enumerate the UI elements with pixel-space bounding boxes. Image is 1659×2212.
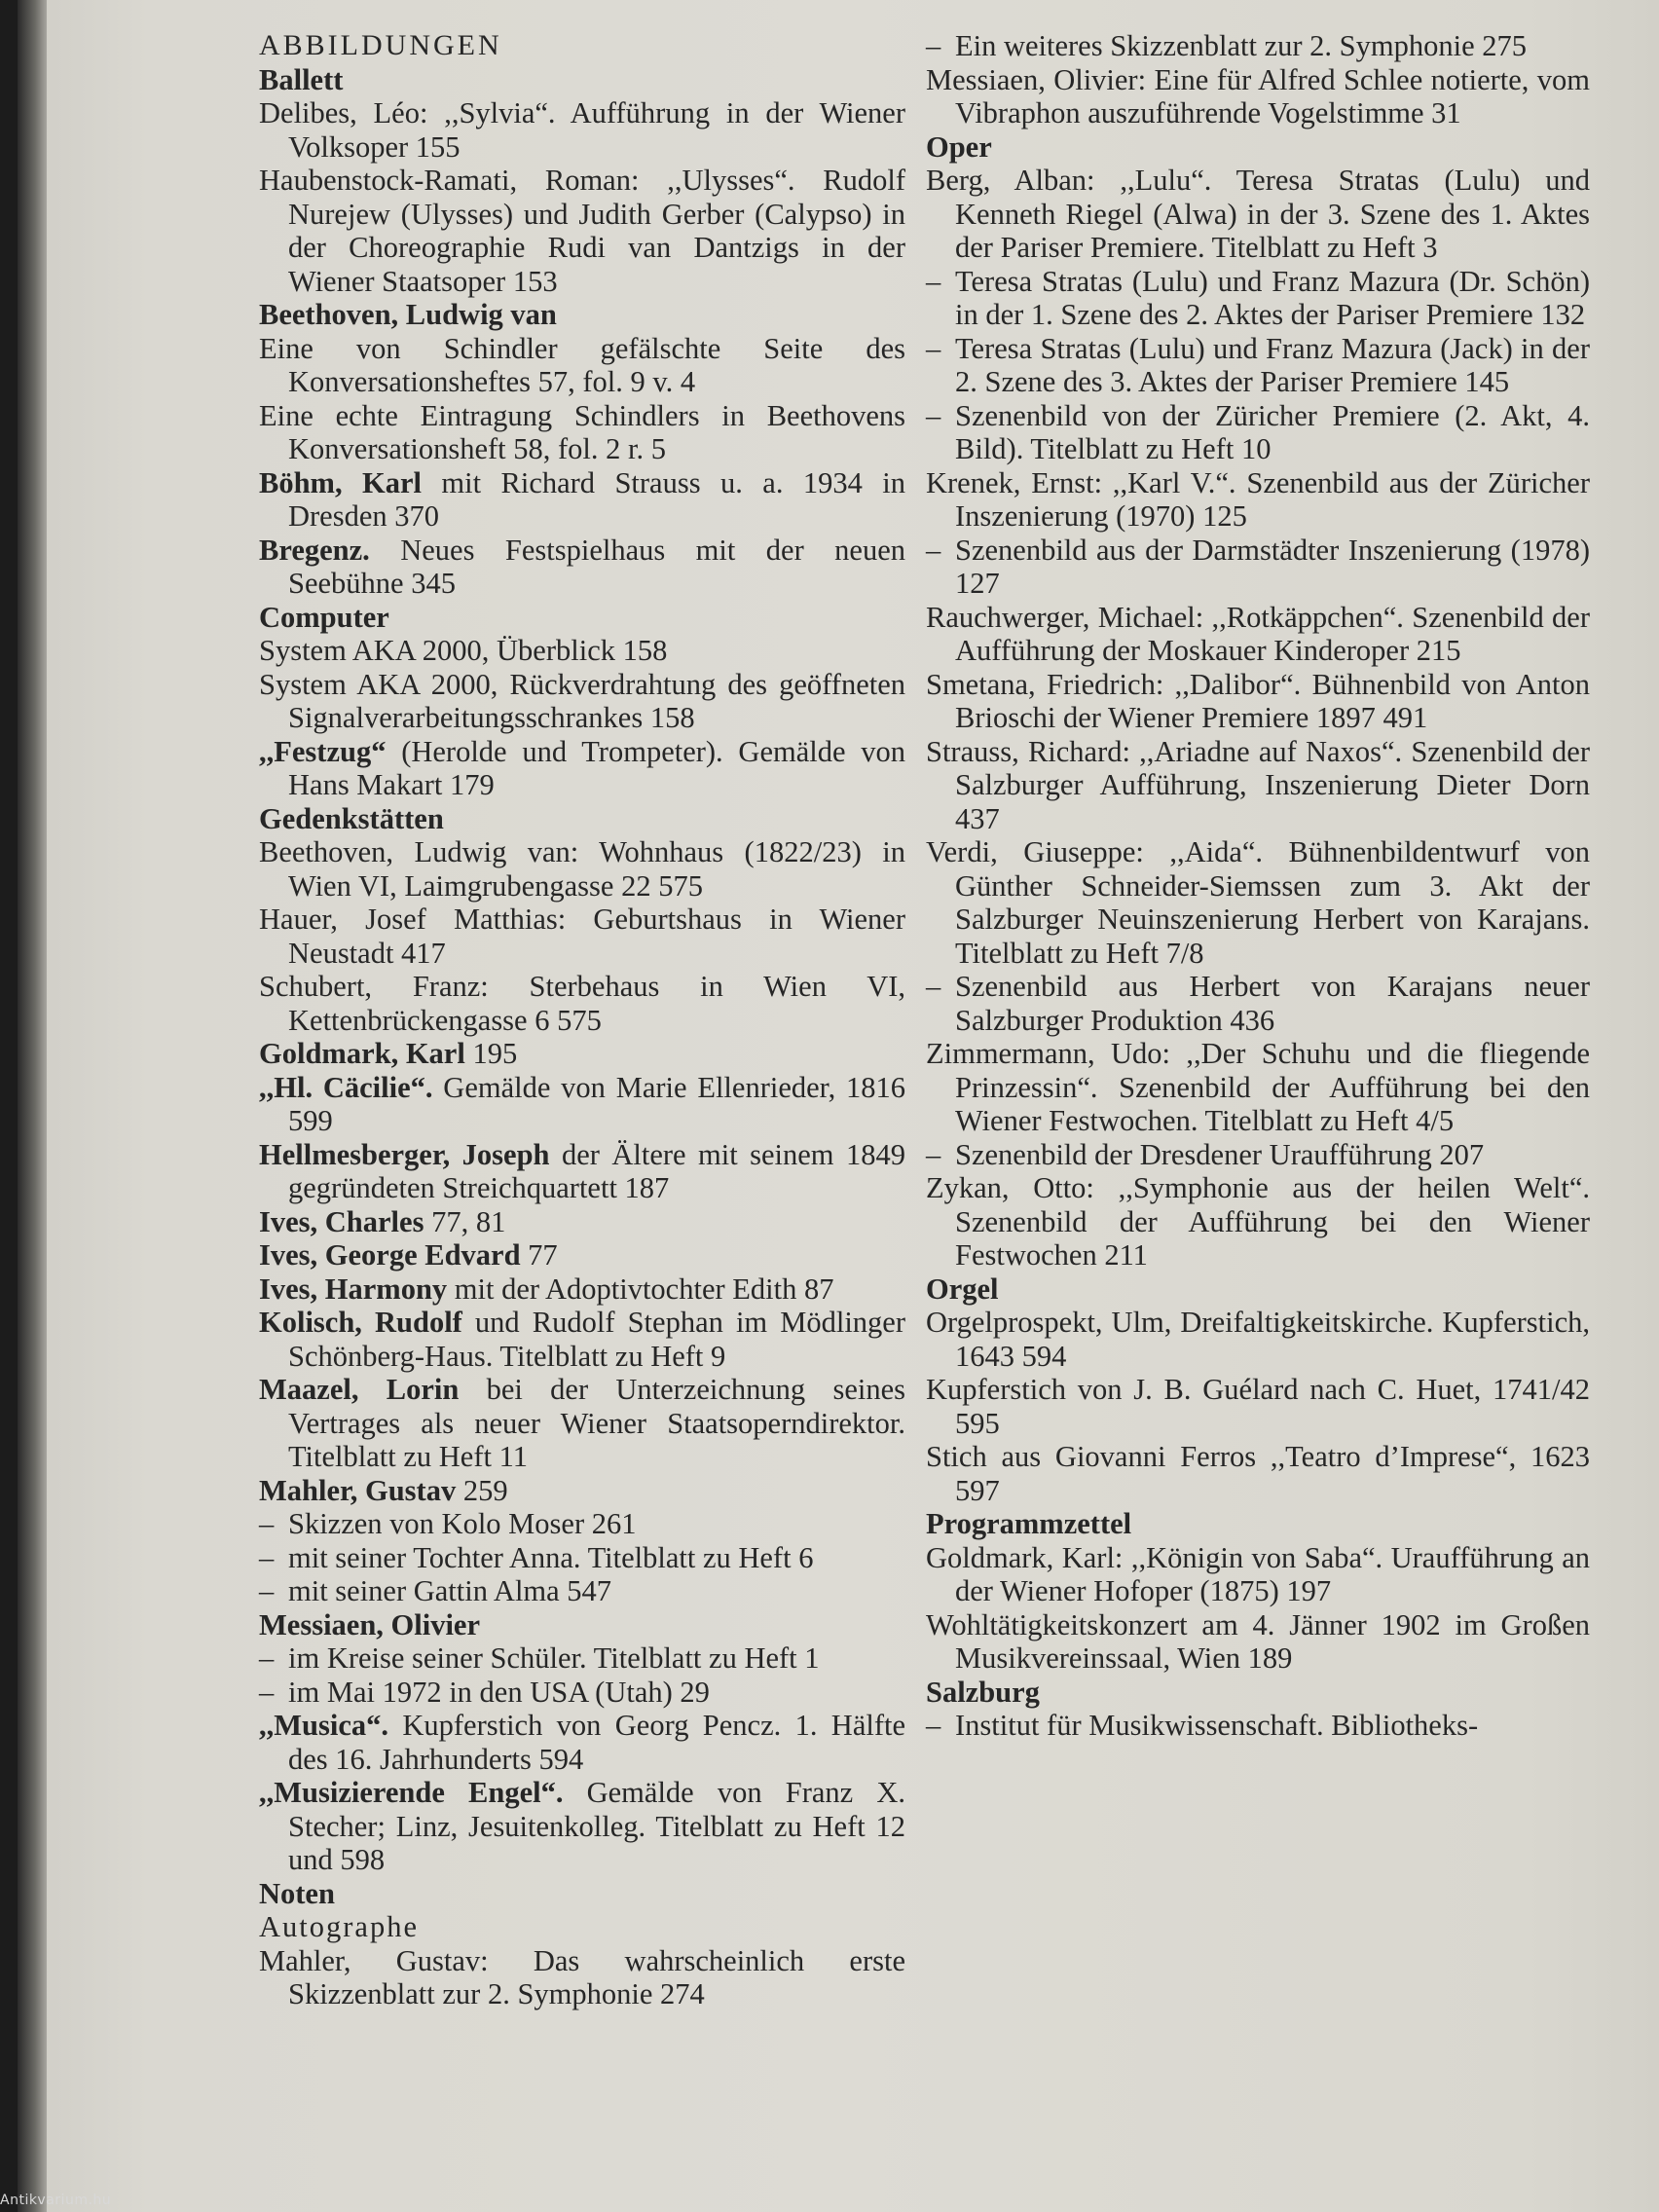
index-entry: System AKA 2000, Überblick 158 — [259, 634, 668, 667]
index-entry — [259, 1709, 905, 1776]
entry-text: mit seiner Gattin Alma 547 — [288, 1574, 612, 1607]
dash-marker: – — [926, 1709, 941, 1742]
index-entry — [259, 1776, 905, 1877]
index-entry — [259, 1037, 905, 1071]
dash-marker: – — [926, 331, 941, 365]
index-entry — [259, 1373, 905, 1474]
index-entry: Haubenstock-Ramati, Roman: ,,Ulysses“. Rudolf Nurejew (Ulysses) und Judith Gerber (Calypso) in der Choreographie Rudi van Dantzigs in der Wiener Staatsoper 153 — [259, 164, 905, 298]
entry-lead: Maazel, Lorin — [259, 1373, 460, 1406]
section-heading: ABBILDUNGEN — [259, 29, 502, 61]
index-subentry — [259, 1641, 905, 1676]
category-heading: Messiaen, Olivier — [259, 1607, 481, 1641]
index-entry — [259, 1071, 905, 1138]
index-subentry — [926, 970, 1590, 1037]
index-subentry — [926, 1138, 1590, 1172]
dash-marker: – — [926, 533, 941, 567]
index-entry — [259, 1306, 905, 1373]
entry-lead: ,,Musizierende Engel“. — [259, 1776, 564, 1809]
index-entry — [259, 534, 905, 601]
entry-text: der Ältere mit seinem 1849 gegründeten Streichquartett 187 — [288, 1137, 905, 1204]
dash-marker: – — [259, 1574, 275, 1607]
index-entry: Zykan, Otto: ,,Symphonie aus der heilen Welt“. Szenenbild der Aufführung bei den Wiener Festwochen 211 — [926, 1171, 1590, 1272]
dash-marker: – — [259, 1540, 275, 1574]
index-entry: Wohltätigkeitskonzert am 4. Jänner 1902 im Großen Musikvereinssaal, Wien 189 — [926, 1607, 1590, 1675]
category-heading: Programmzettel — [926, 1507, 1132, 1540]
index-entry: Messiaen, Olivier: Eine für Alfred Schlee notierte, vom Vibraphon auszuführende Vogelstimme 31 — [926, 62, 1590, 129]
left-column — [259, 29, 905, 2011]
category-heading: Noten — [259, 1876, 335, 1910]
entry-text: bei der Unterzeichnung seines Vertrages als neuer Wiener Staatsoperndirektor. Titelblatt zu Heft 11 — [288, 1373, 906, 1473]
index-entry — [259, 466, 905, 534]
right-entry-list — [926, 29, 1590, 1743]
entry-lead: Ives, Charles — [259, 1204, 424, 1238]
index-entry: Schubert, Franz: Sterbehaus in Wien VI, Kettenbrückengasse 6 575 — [259, 970, 905, 1037]
entry-lead: Kolisch, Rudolf — [259, 1306, 462, 1339]
left-entry-list — [259, 63, 905, 2011]
index-entry — [259, 1474, 905, 1508]
entry-text: Teresa Stratas (Lulu) und Franz Mazura (Jack) in der 2. Szene des 3. Aktes der Pariser Premiere 145 — [955, 331, 1590, 398]
index-entry: Strauss, Richard: ,,Ariadne auf Naxos“. Szenenbild der Salzburger Aufführung, Inszenierung Dieter Dorn 437 — [926, 734, 1590, 835]
entry-text: Institut für Musikwissenschaft. Bibliotheks- — [955, 1709, 1479, 1742]
entry-lead: ,,Hl. Cäcilie“. — [259, 1070, 433, 1104]
index-entry: Mahler, Gustav: Das wahrscheinlich erste Skizzenblatt zur 2. Symphonie 274 — [259, 1943, 905, 2010]
entry-text: Ein weiteres Skizzenblatt zur 2. Symphonie 275 — [955, 29, 1527, 62]
index-subentry — [259, 1507, 905, 1541]
entry-text: mit der Adoptivtochter Edith 87 — [447, 1272, 834, 1306]
category-heading: Gedenkstätten — [259, 801, 444, 835]
entry-lead: Ives, George Edvard — [259, 1238, 521, 1272]
dash-marker: – — [926, 398, 941, 432]
subcategory-heading: Autographe — [259, 1910, 419, 1943]
category-heading: Ballett — [259, 62, 344, 96]
category-heading: Orgel — [926, 1272, 999, 1306]
entry-text: 259 — [456, 1473, 508, 1507]
index-entry: Smetana, Friedrich: ,,Dalibor“. Bühnenbild von Anton Brioschi der Wiener Premiere 1897 491 — [926, 667, 1590, 734]
index-subentry — [926, 265, 1590, 332]
entry-lead: ,,Festzug“ — [259, 734, 387, 768]
entry-text: Teresa Stratas (Lulu) und Franz Mazura (Dr. Schön) in der 1. Szene des 2. Aktes der Pariser Premiere 132 — [955, 264, 1590, 331]
entry-text: Szenenbild aus der Darmstädter Inszenierung (1978) 127 — [955, 533, 1590, 600]
index-entry: Goldmark, Karl: ,,Königin von Saba“. Uraufführung an der Wiener Hofoper (1875) 197 — [926, 1540, 1590, 1607]
index-entry: Beethoven, Ludwig van: Wohnhaus (1822/23) in Wien VI, Laimgrubengasse 22 575 — [259, 835, 905, 903]
index-entry: Rauchwerger, Michael: ,,Rotkäppchen“. Szenenbild der Aufführung der Moskauer Kinderoper 215 — [926, 600, 1590, 667]
entry-text: Gemälde von Marie Ellenrieder, 1816 599 — [288, 1070, 905, 1137]
entry-lead: Bregenz. — [259, 533, 370, 567]
dash-marker: – — [926, 1137, 941, 1171]
dash-marker: – — [259, 1675, 275, 1709]
entry-text: (Herolde und Trompeter). Gemälde von Hans Makart 179 — [288, 734, 905, 801]
category-heading: Oper — [926, 129, 992, 164]
index-entry — [259, 1138, 905, 1205]
index-entry: Eine von Schindler gefälschte Seite des Konversationsheftes 57, fol. 9 v. 4 — [259, 331, 905, 398]
entry-text: und Rudolf Stephan im Mödlinger Schönberg-Haus. Titelblatt zu Heft 9 — [288, 1306, 905, 1373]
entry-text: mit seiner Tochter Anna. Titelblatt zu Heft 6 — [288, 1540, 814, 1574]
index-entry — [259, 1272, 905, 1307]
entry-text: Kupferstich von Georg Pencz. 1. Hälfte des 16. Jahrhunderts 594 — [288, 1709, 905, 1776]
index-subentry — [259, 1541, 905, 1575]
book-page — [18, 0, 1659, 2212]
index-entry — [259, 735, 905, 802]
index-entry: Kupferstich von J. B. Guélard nach C. Huet, 1741/42 595 — [926, 1373, 1590, 1440]
index-subentry — [259, 1676, 905, 1710]
entry-text: Skizzen von Kolo Moser 261 — [288, 1507, 637, 1540]
index-entry: Krenek, Ernst: ,,Karl V.“. Szenenbild aus der Züricher Inszenierung (1970) 125 — [926, 465, 1590, 533]
entry-text: Szenenbild von der Züricher Premiere (2. Akt, 4. Bild). Titelblatt zu Heft 10 — [955, 398, 1590, 465]
index-entry — [259, 1238, 905, 1272]
index-entry: Eine echte Eintragung Schindlers in Beethovens Konversationsheft 58, fol. 2 r. 5 — [259, 398, 905, 465]
entry-text: 77 — [520, 1238, 558, 1272]
entry-lead: Mahler, Gustav — [259, 1473, 457, 1507]
entry-lead: Ives, Harmony — [259, 1272, 448, 1306]
index-subentry — [926, 332, 1590, 399]
watermark: Antikvarium.hu — [0, 2193, 112, 2208]
index-entry: Orgelprospekt, Ulm, Dreifaltigkeitskirche. Kupferstich, 1643 594 — [926, 1306, 1590, 1373]
entry-lead: Böhm, Karl — [259, 465, 422, 499]
entry-text: Szenenbild der Dresdener Uraufführung 207 — [955, 1137, 1485, 1171]
index-entry: Zimmermann, Udo: ,,Der Schuhu und die fliegende Prinzessin“. Szenenbild der Aufführung bei den Wiener Festwochen. Titelblatt zu Heft 4/5 — [926, 1037, 1590, 1137]
entry-text: 195 — [464, 1037, 518, 1070]
entry-text: 77, 81 — [424, 1204, 506, 1238]
category-heading: Beethoven, Ludwig van — [259, 298, 557, 331]
entry-lead: Goldmark, Karl — [259, 1037, 465, 1070]
entry-lead: ,,Musica“. — [259, 1709, 389, 1742]
index-entry: Stich aus Giovanni Ferros ,,Teatro d’Imprese“, 1623 597 — [926, 1440, 1590, 1507]
dash-marker: – — [259, 1507, 275, 1540]
index-entry: Hauer, Josef Matthias: Geburtshaus in Wiener Neustadt 417 — [259, 903, 905, 970]
index-entry: Verdi, Giuseppe: ,,Aida“. Bühnenbildentwurf von Günther Schneider-Siemssen zum 3. Akt der Salzburger Neuinszenierung Herbert von Karajans. Titelblatt zu Heft 7/8 — [926, 835, 1590, 970]
entry-text: Gemälde von Franz X. Stecher; Linz, Jesuitenkolleg. Titelblatt zu Heft 12 und 598 — [288, 1776, 905, 1876]
entry-text: mit Richard Strauss u. a. 1934 in Dresden 370 — [288, 465, 905, 533]
category-heading: Salzburg — [926, 1675, 1040, 1709]
category-heading: Computer — [259, 600, 389, 634]
dash-marker: – — [259, 1641, 275, 1675]
entry-text: Szenenbild aus Herbert von Karajans neuer Salzburger Produktion 436 — [955, 970, 1590, 1037]
index-subentry — [926, 1709, 1590, 1743]
dash-marker: – — [926, 970, 941, 1003]
dash-marker: – — [926, 29, 941, 62]
book-spine-shadow — [18, 0, 47, 2212]
index-entry: Berg, Alban: ,,Lulu“. Teresa Stratas (Lulu) und Kenneth Riegel (Alwa) in der 3. Szene des 1. Aktes der Pariser Premiere. Titelblatt zu Heft 3 — [926, 164, 1590, 264]
index-entry: Delibes, Léo: ,,Sylvia“. Aufführung in der Wiener Volksoper 155 — [259, 96, 905, 164]
entry-text: im Mai 1972 in den USA (Utah) 29 — [288, 1675, 710, 1709]
index-subentry — [926, 399, 1590, 466]
index-entry: System AKA 2000, Rückverdrahtung des geöffneten Signalverarbeitungsschrankes 158 — [259, 667, 905, 734]
right-column — [926, 29, 1590, 1743]
dash-marker: – — [926, 264, 941, 298]
entry-lead: Hellmesberger, Joseph — [259, 1137, 550, 1171]
index-subentry — [926, 29, 1590, 63]
index-entry — [259, 1205, 905, 1239]
entry-text: Neues Festspielhaus mit der neuen Seebühne 345 — [288, 533, 905, 600]
index-subentry — [259, 1574, 905, 1608]
index-subentry — [926, 534, 1590, 601]
entry-text: im Kreise seiner Schüler. Titelblatt zu Heft 1 — [288, 1641, 820, 1675]
